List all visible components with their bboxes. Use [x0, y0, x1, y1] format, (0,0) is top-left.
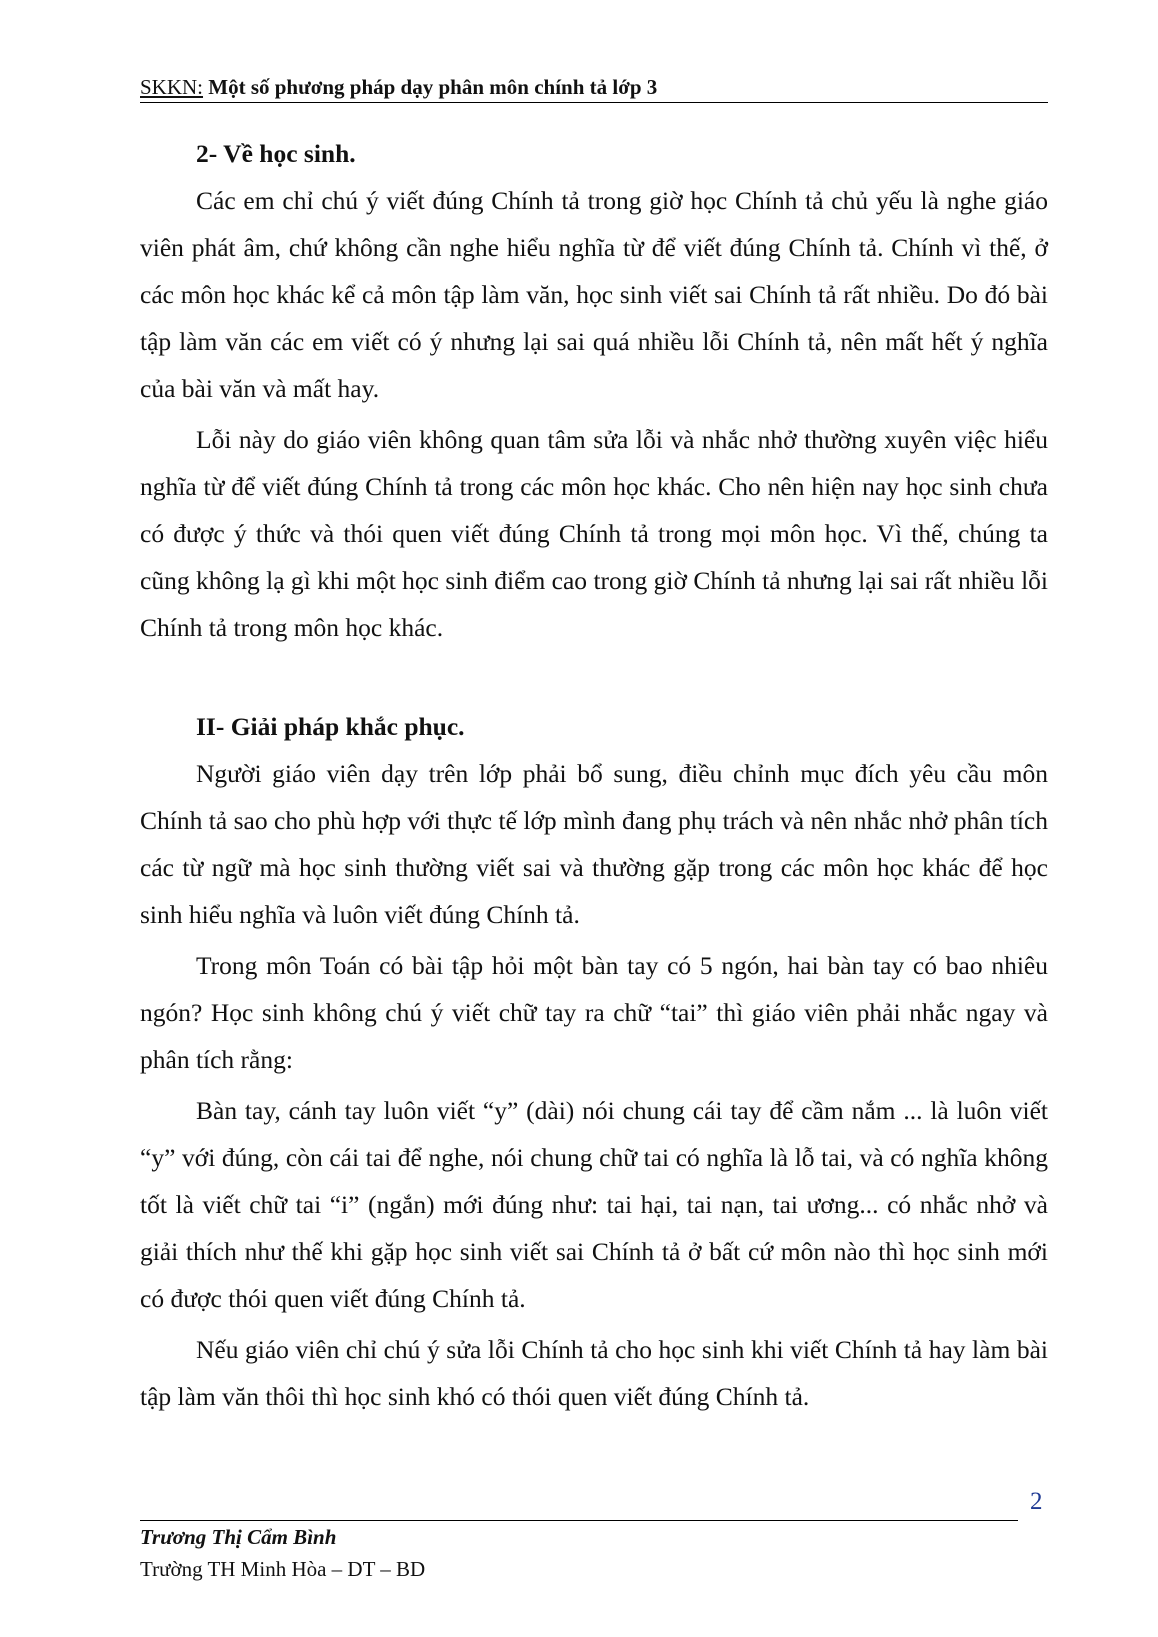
- paragraph: Bàn tay, cánh tay luôn viết “y” (dài) nói chung cái tay để cầm nắm ... là luôn viết “y” với đúng, còn cái tai để nghe, nói chung chữ tai có nghĩa là lỗ tai, và có nghĩa không tốt là viết chữ tai “i” (ngắn) mới đúng như: tai hại, tai nạn, tai ương... có nhắc nhở và giải thích như thế khi gặp học sinh viết sai Chính tả ở bất cứ môn nào thì học sinh mới có được thói quen viết đúng Chính tả.: [140, 1096, 1048, 1313]
- footer-school: Trường TH Minh Hòa – DT – BD: [140, 1557, 426, 1581]
- footer-divider: [140, 1520, 1018, 1521]
- document-body: [140, 118, 1048, 1420]
- paragraph: Nếu giáo viên chỉ chú ý sửa lỗi Chính tả cho học sinh khi viết Chính tả hay làm bài tập làm văn thôi thì học sinh khó có thói quen viết đúng Chính tả.: [140, 1335, 1048, 1411]
- paragraph: Các em chỉ chú ý viết đúng Chính tả trong giờ học Chính tả chủ yếu là nghe giáo viên phát âm, chứ không cần nghe hiểu nghĩa từ để viết đúng Chính tả. Chính vì thế, ở các môn học khác kể cả môn tập làm văn, học sinh viết sai Chính tả rất nhiều. Do đó bài tập làm văn các em viết có ý nhưng lại sai quá nhiều lỗi Chính tả, nên mất hết ý nghĩa của bài văn và mất hay.: [140, 186, 1048, 403]
- header-prefix: SKKN:: [140, 75, 204, 99]
- paragraph: Người giáo viên dạy trên lớp phải bổ sung, điều chỉnh mục đích yêu cầu môn Chính tả sao cho phù hợp với thực tế lớp mình đang phụ trách và nên nhắc nhở phân tích các từ ngữ mà học sinh thường viết sai và thường gặp trong các môn học khác để học sinh hiểu nghĩa và luôn viết đúng Chính tả.: [140, 759, 1048, 929]
- header-title: Một số phương pháp dạy phân môn chính tả lớp 3: [203, 75, 658, 99]
- paragraph: Lỗi này do giáo viên không quan tâm sửa lỗi và nhắc nhở thường xuyên việc hiểu nghĩa từ để viết đúng Chính tả trong các môn học khác. Cho nên hiện nay học sinh chưa có được ý thức và thói quen viết đúng Chính tả trong mọi môn học. Vì thế, chúng ta cũng không lạ gì khi một học sinh điểm cao trong giờ Chính tả nhưng lại sai rất nhiều lỗi Chính tả trong môn học khác.: [140, 425, 1048, 642]
- paragraph: Trong môn Toán có bài tập hỏi một bàn tay có 5 ngón, hai bàn tay có bao nhiêu ngón? Học sinh không chú ý viết chữ tay ra chữ “tai” thì giáo viên phải nhắc ngay và phân tích rằng:: [140, 951, 1048, 1074]
- page-header: [140, 72, 1048, 103]
- footer-author: Trương Thị Cẩm Bình: [140, 1525, 337, 1549]
- section-heading-students: 2- Về học sinh.: [196, 139, 356, 168]
- section-heading-solution: II- Giải pháp khắc phục.: [196, 712, 465, 741]
- page-number: 2: [1030, 1488, 1043, 1515]
